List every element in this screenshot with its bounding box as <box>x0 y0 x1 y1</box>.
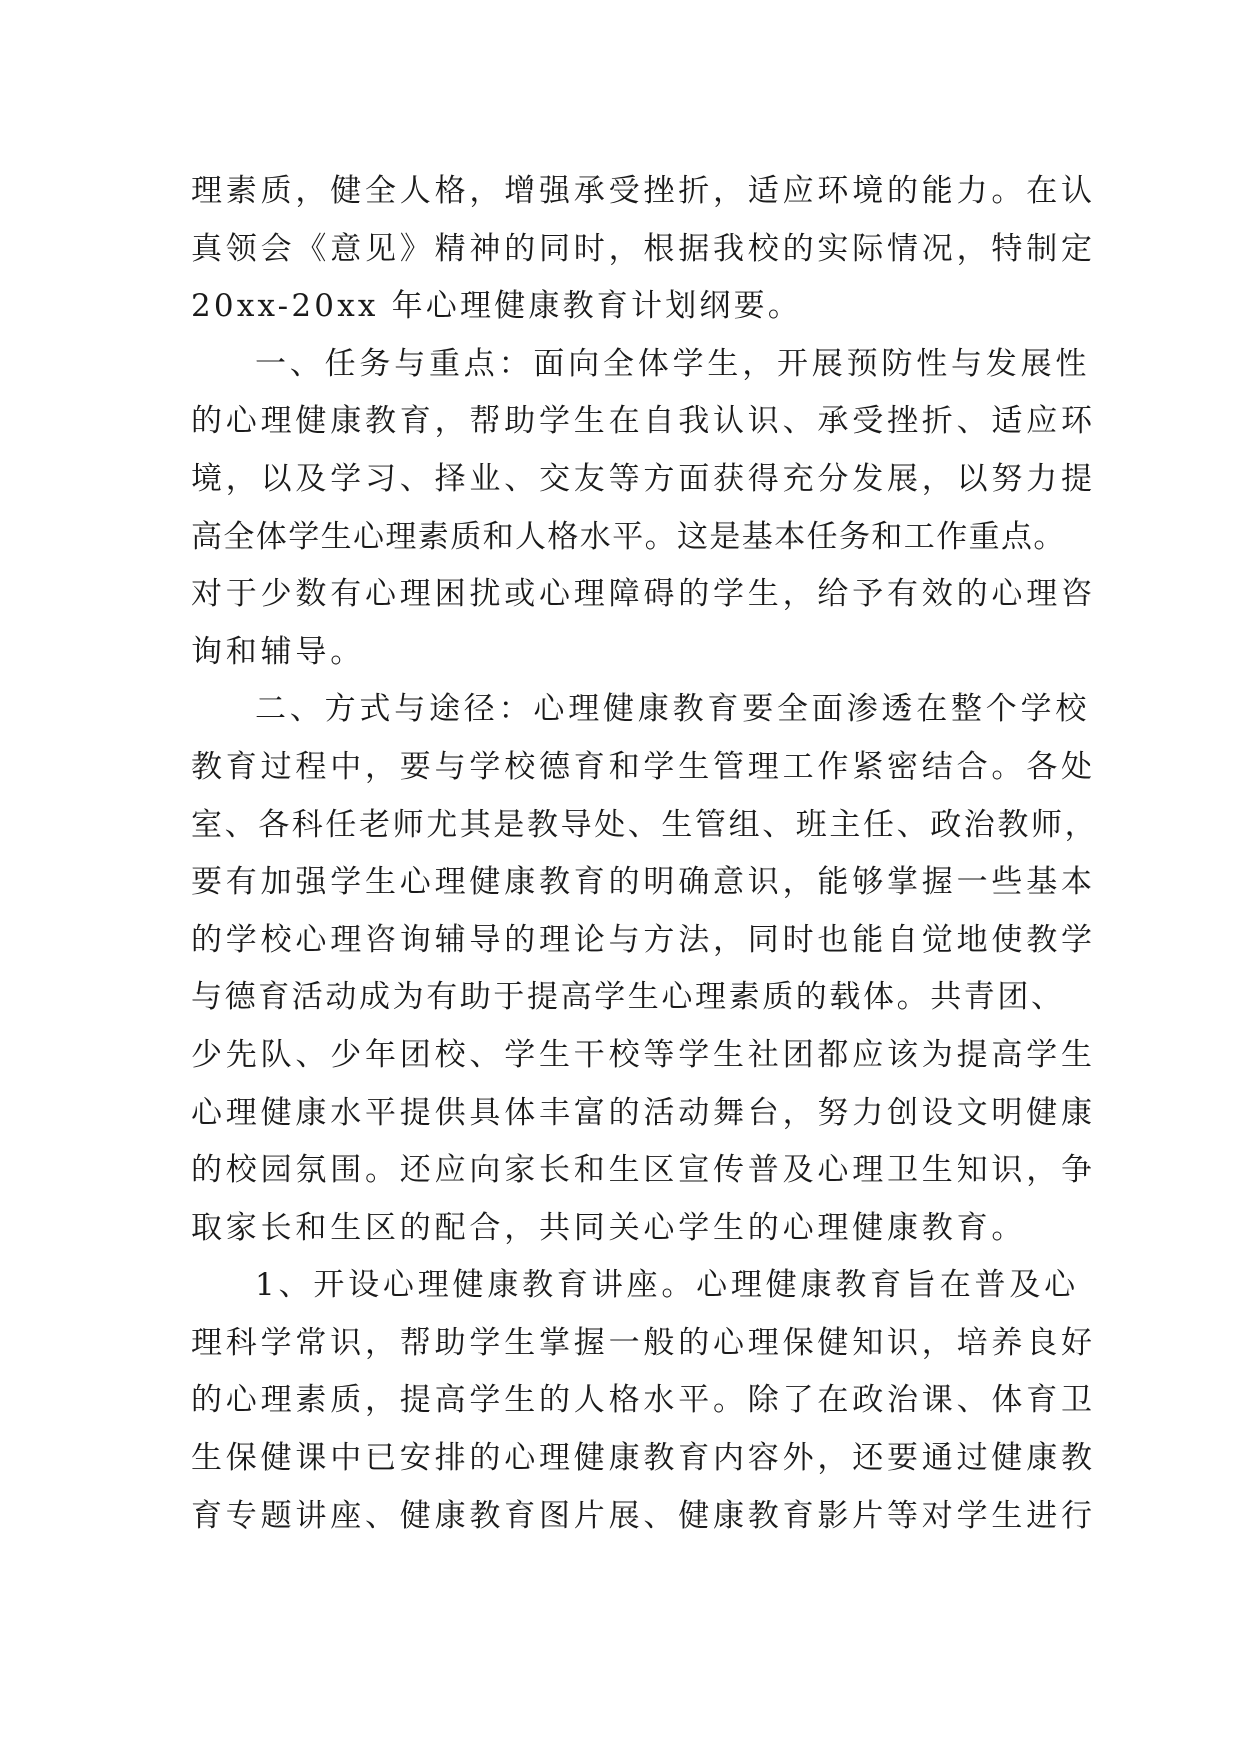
paragraph-start-line: 一、任务与重点：面向全体学生，开展预防性与发展性 <box>255 345 1091 382</box>
text-line: 高全体学生心理素质和人格水平。这是基本任务和工作重点。 <box>191 518 1066 555</box>
text-line: 取家长和生区的配合，共同关心学生的心理健康教育。 <box>191 1209 1027 1246</box>
text-line: 生保健课中已安排的心理健康教育内容外，还要通过健康教 <box>191 1440 1096 1477</box>
text-line: 心理健康水平提供具体丰富的活动舞台，努力创设文明健康 <box>191 1094 1096 1131</box>
paragraph-start-line: 二、方式与途径：心理健康教育要全面渗透在整个学校 <box>255 691 1091 728</box>
text-line: 真领会《意见》精神的同时，根据我校的实际情况，特制定 <box>191 230 1096 267</box>
text-line: 与德育活动成为有助于提高学生心理素质的载体。共青团、 <box>191 979 1065 1016</box>
text-line: 的心理健康教育，帮助学生在自我认识、承受挫折、适应环 <box>191 403 1096 440</box>
text-line: 境，以及学习、择业、交友等方面获得充分发展，以努力提 <box>191 460 1096 497</box>
text-line: 育专题讲座、健康教育图片展、健康教育影片等对学生进行 <box>191 1497 1096 1534</box>
body-text <box>191 163 1099 1545</box>
text-line: 理科学常识，帮助学生掌握一般的心理保健知识，培养良好 <box>191 1324 1096 1361</box>
text-line: 对于少数有心理困扰或心理障碍的学生，给予有效的心理咨 <box>191 576 1096 613</box>
text-line: 少先队、少年团校、学生干校等学生社团都应该为提高学生 <box>191 1036 1096 1073</box>
text-line: 的心理素质，提高学生的人格水平。除了在政治课、体育卫 <box>191 1382 1096 1419</box>
text-line: 教育过程中，要与学校德育和学生管理工作紧密结合。各处 <box>191 748 1096 785</box>
paragraph-start-line: 1、开设心理健康教育讲座。心理健康教育旨在普及心 <box>255 1267 1079 1304</box>
text-line: 询和辅导。 <box>191 633 365 670</box>
text-line: 室、各科任老师尤其是教导处、生管组、班主任、政治教师， <box>191 806 1099 843</box>
text-line: 的学校心理咨询辅导的理论与方法，同时也能自觉地使教学 <box>191 921 1096 958</box>
text-line: 要有加强学生心理健康教育的明确意识，能够掌握一些基本 <box>191 864 1096 901</box>
text-line: 理素质，健全人格，增强承受挫折，适应环境的能力。在认 <box>191 173 1096 209</box>
text-line: 的校园氛围。还应向家长和生区宣传普及心理卫生知识，争 <box>191 1152 1096 1189</box>
text-line: 20xx-20xx 年心理健康教育计划纲要。 <box>191 288 803 325</box>
